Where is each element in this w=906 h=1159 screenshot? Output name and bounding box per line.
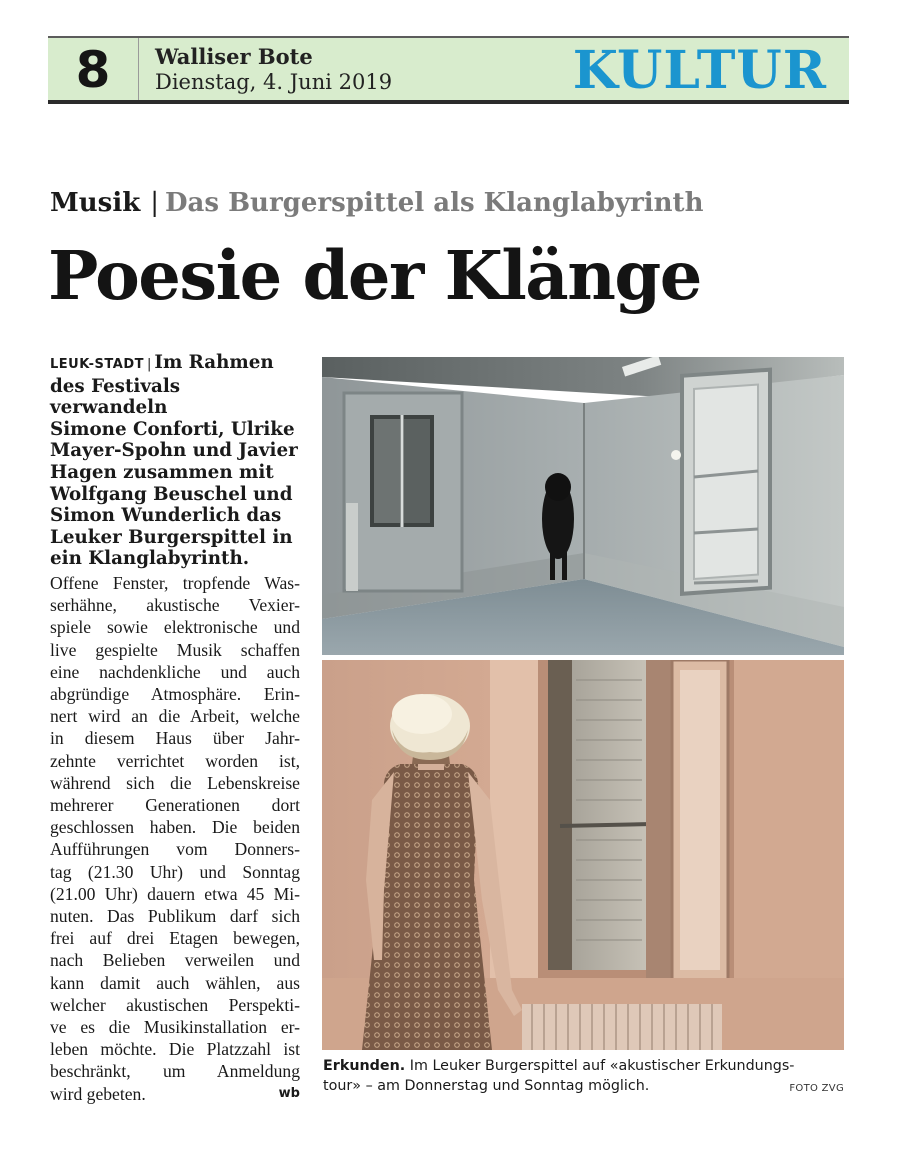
body-line: beschränkt, um Anmeldung (50, 1061, 300, 1082)
body-line: spiele sowie elektronische und (50, 617, 300, 638)
newspaper-name: Walliser Bote (155, 44, 313, 69)
body-line: serhähne, akustische Vexier- (50, 595, 300, 616)
body-line: ve es die Musikinstallation er- (50, 1017, 300, 1038)
photo-woman-window (322, 660, 844, 1050)
body-line: nach Belieben verweilen und (50, 950, 300, 971)
body-line: frei auf drei Etagen bewegen, (50, 928, 300, 949)
article-headline: Poesie der Klänge (48, 236, 701, 315)
body-line: nuten. Das Publikum darf sich (50, 906, 300, 927)
body-line: mehrerer Generationen dort (50, 795, 300, 816)
kicker-topic: Musik (50, 188, 141, 218)
lead-line: Mayer-Spohn und Javier (50, 440, 298, 462)
section-name: KULTUR (572, 40, 827, 101)
body-line: nert wird an die Arbeit, welche (50, 706, 300, 727)
kicker-separator: | (150, 188, 159, 218)
caption-text-continued: tour» – am Donnerstag und Sonntag möglich. (323, 1078, 650, 1094)
body-line: kann damit auch wählen, aus (50, 972, 300, 993)
body-line: zehnte verrichtet worden ist, (50, 750, 300, 771)
body-line-final: wird gebeten. (50, 1083, 146, 1104)
page-number: 8 (75, 41, 111, 99)
body-line: Aufführungen vom Donners- (50, 839, 300, 860)
body-line: (21.00 Uhr) dauern etwa 45 Mi- (50, 883, 300, 904)
body-line: eine nachdenkliche und auch (50, 661, 300, 682)
photo-credit: FOTO ZVG (789, 1083, 844, 1094)
body-line: welcher akustischen Perspekti- (50, 994, 300, 1015)
issue-date: Dienstag, 4. Juni 2019 (155, 70, 393, 94)
lead-line: Leuker Burgerspittel in (50, 526, 293, 548)
article-kicker (50, 188, 703, 218)
body-line: tag (21.30 Uhr) und Sonntag (50, 861, 300, 882)
lead-line: Wolfgang Beuschel und (50, 483, 293, 505)
lead-line: ein Klanglabyrinth. (50, 548, 250, 570)
body-line: leben möchte. Die Platzzahl ist (50, 1039, 300, 1060)
dateline-separator: | (147, 357, 152, 372)
caption-lead: Erkunden. (323, 1058, 406, 1074)
photo-caption (323, 1056, 843, 1096)
article-body (50, 572, 300, 1105)
dateline: LEUK-STADT (50, 357, 145, 372)
caption-text: Im Leuker Burgerspittel auf «akustischer Erkundungs- (405, 1058, 795, 1074)
photo-woman-window-image (322, 660, 844, 1050)
article-lead (50, 352, 300, 570)
photo-room-corner (322, 357, 844, 655)
body-line: während sich die Lebenskreise (50, 772, 300, 793)
header-divider (138, 38, 139, 100)
lead-line: Simon Wunderlich das (50, 505, 282, 527)
body-last-line (50, 1083, 300, 1105)
lead-line: des Festivals verwandeln (50, 375, 181, 419)
lead-line: Simone Conforti, Ulrike (50, 418, 295, 440)
body-line: Offene Fenster, tropfende Was- (50, 573, 300, 593)
page-header (48, 36, 849, 104)
body-line: live gespielte Musik schaffen (50, 639, 300, 660)
author-initials: wb (278, 1085, 300, 1101)
kicker-subtitle: Das Burgerspittel als Klanglabyrinth (164, 188, 704, 218)
photo-room-corner-image (322, 357, 844, 655)
lead-line: Im Rahmen (154, 352, 274, 373)
lead-line: Hagen zusammen mit (50, 461, 274, 483)
body-line: geschlossen haben. Die beiden (50, 817, 300, 838)
body-line: in diesem Haus über Jahr- (50, 728, 300, 749)
body-line: abgründige Atmosphäre. Erin- (50, 684, 300, 705)
